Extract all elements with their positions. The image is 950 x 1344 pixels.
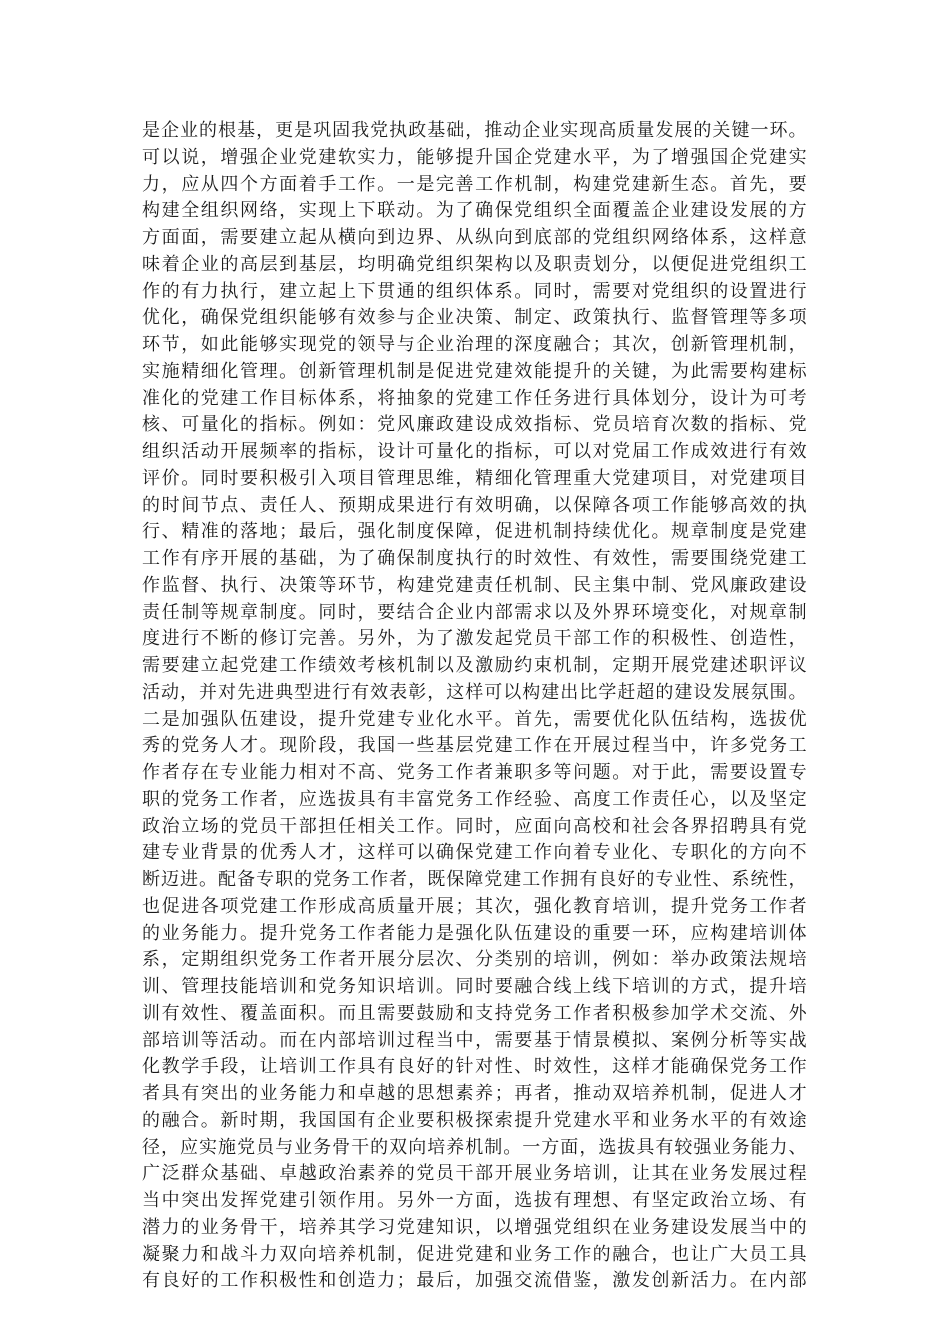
text-line: 凝聚力和战斗力双向培养机制，促进党建和业务工作的融合，也让广大员工具 [142, 1243, 809, 1265]
text-line: 当中突出发挥党建引领作用。另外一方面，选拔有理想、有坚定政治立场、有 [142, 1190, 809, 1211]
text-line: 度进行不断的修订完善。另外，为了激发起党员干部工作的积极性、创造性， [142, 628, 809, 650]
text-line: 评价。同时要积极引入项目管理思维，精细化管理重大党建项目，对党建项目 [142, 467, 809, 489]
text-line: 准化的党建工作目标体系，将抽象的党建工作任务进行具体划分，设计为可考 [142, 387, 809, 409]
text-line: 职的党务工作者，应选拔具有丰富党务工作经验、高度工作责任心，以及坚定 [142, 788, 809, 810]
text-line: 责任制等规章制度。同时，要结合企业内部需求以及外界环境变化，对规章制 [142, 601, 809, 623]
text-line: 方面面，需要建立起从横向到边界、从纵向到底部的党组织网络体系，这样意 [142, 227, 809, 248]
text-line: 训有效性、覆盖面积。而且需要鼓励和支持党务工作者积极参加学术交流、外 [142, 1002, 809, 1024]
text-line: 训、管理技能培训和党务知识培训。同时要融合线上线下培训的方式，提升培 [142, 976, 809, 997]
text-line: 的业务能力。提升党务工作者能力是强化队伍建设的重要一环，应构建培训体 [142, 922, 809, 944]
text-line: 部培训等活动。而在内部培训过程当中，需要基于情景模拟、案例分析等实战 [142, 1029, 809, 1051]
text-line: 力，应从四个方面着手工作。一是完善工作机制，构建党建新生态。首先，要 [142, 173, 809, 195]
text-line: 有良好的工作积极性和创造力；最后，加强交流借鉴，激发创新活力。在内部 [142, 1270, 809, 1292]
text-line: 构建全组织网络，实现上下联动。为了确保党组织全面覆盖企业建设发展的方 [142, 200, 809, 222]
text-line: 径，应实施党员与业务骨干的双向培养机制。一方面，选拔具有较强业务能力、 [142, 1136, 808, 1158]
text-line: 的时间节点、责任人、预期成果进行有效明确，以保障各项工作能够高效的执 [142, 494, 809, 516]
text-line: 作者存在专业能力相对不高、党务工作者兼职多等问题。对于此，需要设置专 [142, 762, 809, 783]
text-line: 环节，如此能够实现党的领导与企业治理的深度融合；其次，创新管理机制， [142, 334, 809, 355]
text-line: 建专业背景的优秀人才，这样可以确保党建工作向着专业化、专职化的方向不 [142, 842, 809, 864]
text-line: 系，定期组织党务工作者开展分层次、分类别的培训，例如：举办政策法规培 [142, 949, 809, 971]
text-line: 活动，并对先进典型进行有效表彰，这样可以构建出比学赶超的建设发展氛围。 [142, 681, 808, 703]
text-line: 潜力的业务骨干，培养其学习党建知识，以增强党组织在业务建设发展当中的 [142, 1216, 809, 1238]
text-line: 工作有序开展的基础，为了确保制度执行的时效性、有效性，需要围绕党建工 [142, 548, 809, 569]
text-line: 政治立场的党员干部担任相关工作。同时，应面向高校和社会各界招聘具有党 [142, 815, 809, 837]
body-text [142, 118, 808, 1295]
text-line: 行、精准的落地；最后，强化制度保障，促进机制持续优化。规章制度是党建 [142, 521, 809, 543]
text-line: 味着企业的高层到基层，均明确党组织架构以及职责划分，以便促进党组织工 [142, 253, 809, 275]
text-line: 实施精细化管理。创新管理机制是促进党建效能提升的关键，为此需要构建标 [142, 360, 809, 382]
text-line: 的融合。新时期，我国国有企业要积极探索提升党建水平和业务水平的有效途 [142, 1109, 809, 1131]
text-line: 可以说，增强企业党建软实力，能够提升国企党建水平，为了增强国企党建实 [142, 146, 809, 168]
text-line: 优化，确保党组织能够有效参与企业决策、制定、政策执行、监督管理等多项 [142, 307, 809, 329]
text-line: 作监督、执行、决策等环节，构建党建责任机制、民主集中制、党风廉政建设 [142, 574, 809, 596]
text-line: 组织活动开展频率的指标，设计可量化的指标，可以对党届工作成效进行有效 [142, 441, 809, 462]
text-line: 核、可量化的指标。例如：党风廉政建设成效指标、党员培育次数的指标、党 [142, 414, 809, 436]
text-line: 化教学手段，让培训工作具有良好的针对性、时效性，这样才能确保党务工作 [142, 1056, 809, 1078]
text-line: 广泛群众基础、卓越政治素养的党员干部开展业务培训，让其在业务发展过程 [142, 1163, 809, 1185]
text-line: 也促进各项党建工作形成高质量开展；其次，强化教育培训，提升党务工作者 [142, 895, 809, 917]
text-line: 作的有力执行，建立起上下贯通的组织体系。同时，需要对党组织的设置进行 [142, 280, 809, 302]
text-line: 二是加强队伍建设，提升党建专业化水平。首先，需要优化队伍结构，选拔优 [142, 708, 809, 730]
text-line: 需要建立起党建工作绩效考核机制以及激励约束机制，定期开展党建述职评议 [142, 655, 809, 676]
text-line: 秀的党务人才。现阶段，我国一些基层党建工作在开展过程当中，许多党务工 [142, 735, 809, 757]
text-line: 是企业的根基，更是巩固我党执政基础，推动企业实现高质量发展的关键一环。 [142, 120, 808, 141]
text-line: 者具有突出的业务能力和卓越的思想素养；再者，推动双培养机制，促进人才 [142, 1083, 809, 1104]
text-line: 断迈进。配备专职的党务工作者，既保障党建工作拥有良好的专业性、系统性， [142, 869, 808, 890]
